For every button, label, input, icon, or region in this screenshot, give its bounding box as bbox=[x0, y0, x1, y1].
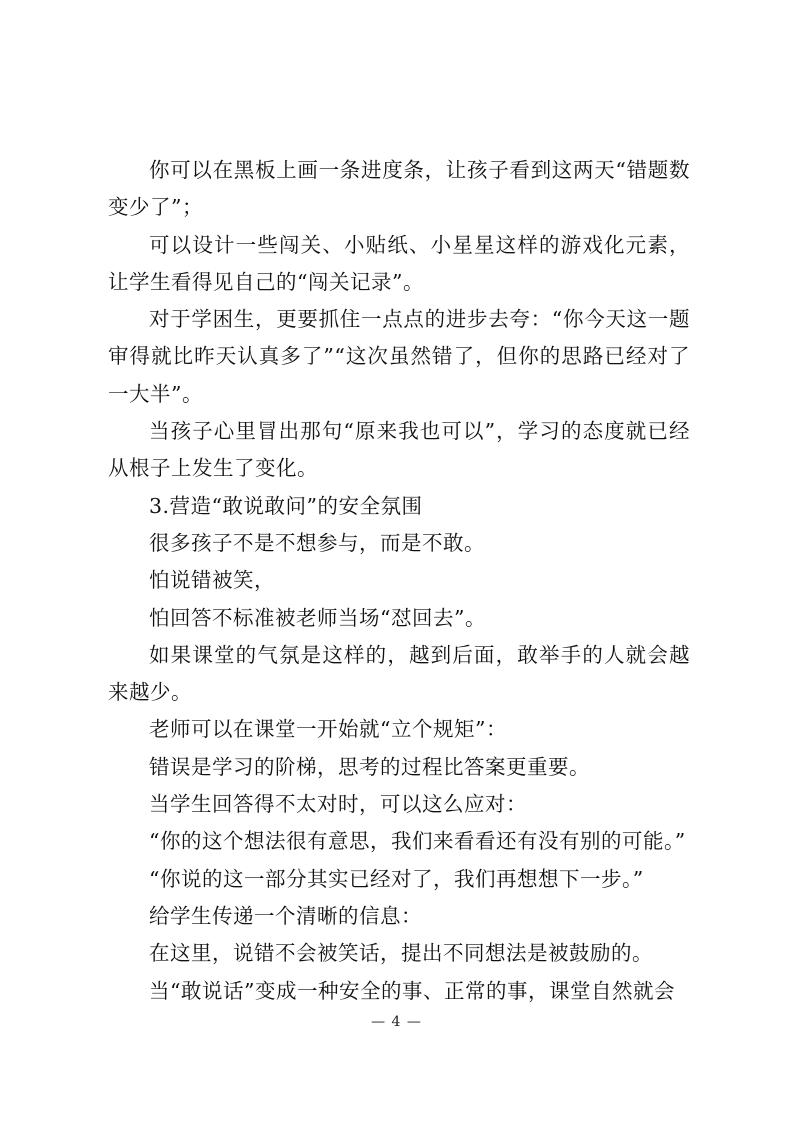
body-text bbox=[108, 152, 690, 1010]
paragraph: 老师可以在课堂一开始就“立个规矩”： bbox=[149, 717, 507, 742]
paragraph: 给学生传递一个清晰的信息： bbox=[149, 903, 422, 928]
paragraph: 错误是学习的阶梯，思考的过程比答案更重要。 bbox=[149, 754, 590, 779]
paragraph: 对于学困生，更要抓住一点点的进步去夸：“你今天这一题审得就比昨天认真多了”“这次虽然错了，但你的思路已经对了一大半”。 bbox=[108, 307, 690, 406]
paragraph: 如果课堂的气氛是这样的，越到后面，敢举手的人就会越来越少。 bbox=[108, 642, 690, 705]
section-heading: 3.营造“敢说敢问”的安全氛围 bbox=[149, 493, 423, 518]
paragraph: 怕回答不标准被老师当场“怼回去”。 bbox=[149, 605, 486, 630]
paragraph: 怕说错被笑， bbox=[149, 568, 275, 593]
paragraph: 可以设计一些闯关、小贴纸、小星星这样的游戏化元素，让学生看得见自己的“闯关记录”。 bbox=[108, 232, 690, 294]
paragraph: 很多孩子不是不想参与，而是不敢。 bbox=[149, 530, 485, 555]
paragraph: 你可以在黑板上画一条进度条，让孩子看到这两天“错题数变少了”； bbox=[108, 158, 690, 220]
paragraph: 在这里，说错不会被笑话，提出不同想法是被鼓励的。 bbox=[149, 941, 653, 966]
paragraph: 当孩子心里冒出那句“原来我也可以”，学习的态度就已经从根子上发生了变化。 bbox=[108, 419, 690, 481]
paragraph: 当“敢说话”变成一种安全的事、正常的事，课堂自然就会 bbox=[149, 978, 675, 1003]
paragraph: 当学生回答得不太对时，可以这么应对： bbox=[149, 792, 527, 817]
quote-paragraph: “你的这个想法很有意思，我们来看看还有没有别的可能。” bbox=[149, 829, 686, 854]
quote-paragraph: “你说的这一部分其实已经对了，我们再想想下一步。” bbox=[149, 866, 644, 891]
page-number: — 4 — bbox=[371, 1014, 422, 1030]
